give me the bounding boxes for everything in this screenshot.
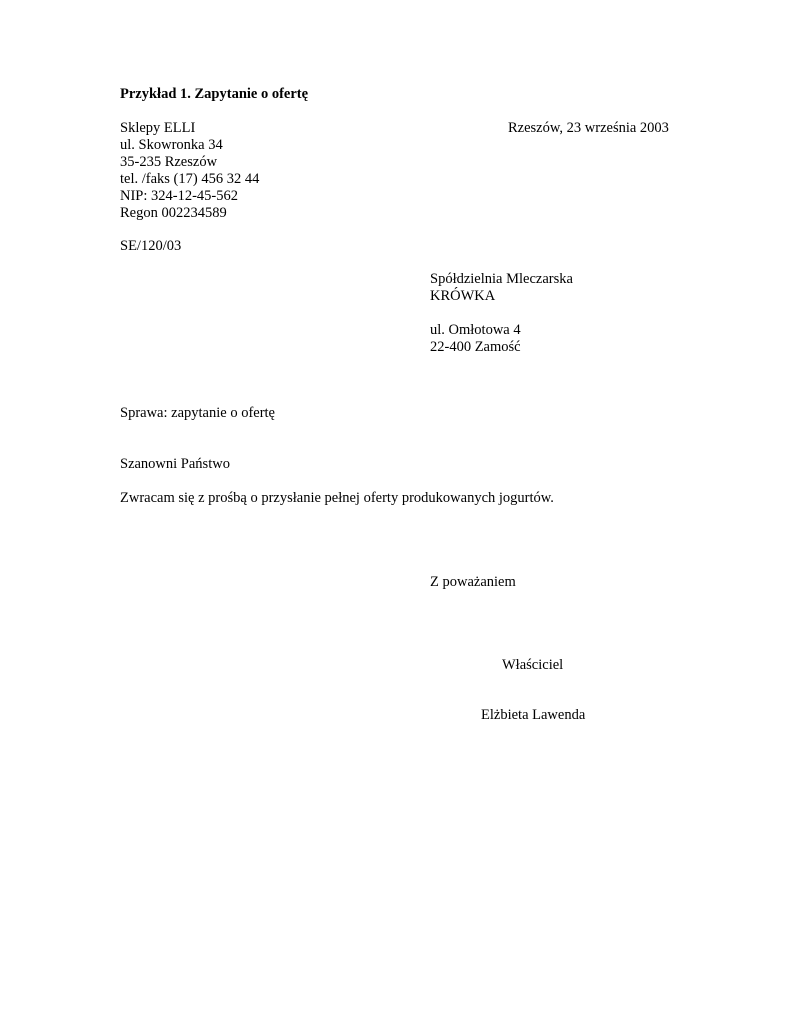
recipient-address xyxy=(430,271,573,356)
subject-line: Sprawa: zapytanie o ofertę xyxy=(120,405,275,421)
sender-nip: NIP: 324-12-45-562 xyxy=(120,188,239,204)
signature-name: Elżbieta Lawenda xyxy=(481,707,586,723)
body-paragraph: Zwracam się z prośbą o przysłanie pełnej oferty produkowanych jogurtów. xyxy=(120,490,554,506)
sender-phone: tel. /faks (17) 456 32 44 xyxy=(120,171,260,187)
document-title: Przykład 1. Zapytanie o ofertę xyxy=(120,86,309,102)
sender-name: Sklepy ELLI xyxy=(120,120,196,136)
recipient-name-line1: Spółdzielnia Mleczarska xyxy=(430,271,573,287)
sender-street: ul. Skowronka 34 xyxy=(120,137,223,153)
salutation: Szanowni Państwo xyxy=(120,456,230,472)
sender-city: 35-235 Rzeszów xyxy=(120,154,218,170)
sender-regon: Regon 002234589 xyxy=(120,205,227,221)
recipient-street: ul. Omłotowa 4 xyxy=(430,322,521,338)
recipient-spacer xyxy=(430,305,573,322)
reference-number: SE/120/03 xyxy=(120,238,182,254)
closing-phrase: Z poważaniem xyxy=(430,574,516,590)
place-date: Rzeszów, 23 września 2003 xyxy=(508,120,669,136)
recipient-name-line2: KRÓWKA xyxy=(430,288,496,304)
recipient-city: 22-400 Zamość xyxy=(430,339,521,355)
signature-role: Właściciel xyxy=(502,657,564,673)
sender-address xyxy=(120,120,259,222)
